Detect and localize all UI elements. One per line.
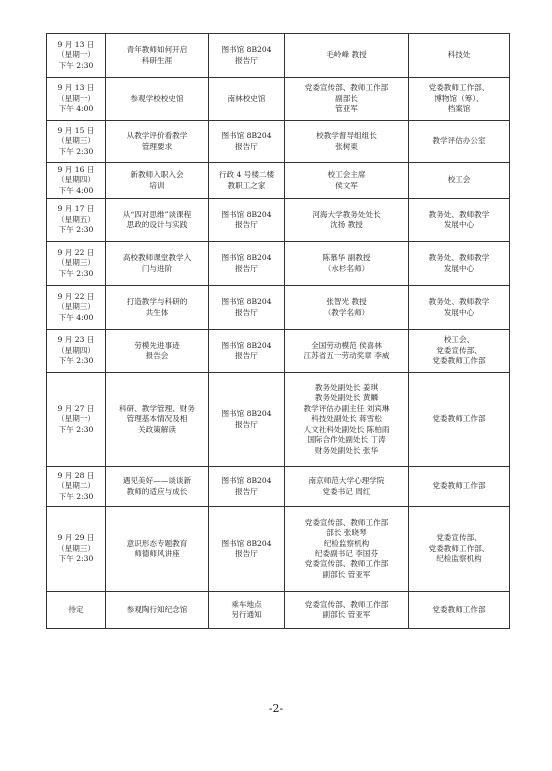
topic-cell xyxy=(106,330,209,373)
time-cell-line: （星期三） xyxy=(57,543,95,553)
topic-cell-line: 教师的适应与成长 xyxy=(126,486,188,496)
time-cell xyxy=(47,330,106,373)
speaker-cell xyxy=(285,467,409,507)
venue-cell-line: 报告厅 xyxy=(235,307,258,317)
venue-cell-line: 行政 4 号楼二楼 xyxy=(218,170,275,180)
time-cell-line: 下午 2:30 xyxy=(58,60,94,70)
topic-cell xyxy=(106,507,209,592)
table-row xyxy=(47,373,510,467)
venue-cell-line: 报告厅 xyxy=(235,263,258,273)
venue-cell-line: 图书馆 8B204 xyxy=(221,45,272,55)
venue-cell xyxy=(209,34,285,78)
time-cell-line: 下午 2:30 xyxy=(58,356,94,366)
organizer-cell-line: 发展中心 xyxy=(443,263,475,273)
speaker-cell-line: 国际合作处副处长 丁涛 xyxy=(307,435,386,445)
table-row xyxy=(47,467,510,507)
time-cell-line: （星期五） xyxy=(57,214,95,224)
organizer-cell-line: 党委教师工作部 xyxy=(432,604,486,614)
speaker-cell-line: 副部长 管亚军 xyxy=(322,610,371,619)
table-row xyxy=(47,242,510,286)
speaker-cell-line: 教学评估办副主任 刘宾琳 xyxy=(303,403,390,413)
time-cell xyxy=(47,163,106,199)
time-cell-line: （星期三） xyxy=(57,258,95,268)
speaker-cell xyxy=(285,163,409,199)
venue-cell xyxy=(209,121,285,163)
time-cell-line: 9 月 29 日 xyxy=(57,533,95,543)
topic-cell-line: 从“四对思维”谈课程 xyxy=(122,209,192,219)
speaker-cell-line: 党委宣传部、教师工作部 xyxy=(304,83,389,93)
organizer-cell-line: 发展中心 xyxy=(443,307,475,317)
organizer-cell-line: 党委教师工作部 xyxy=(432,414,486,424)
time-cell-line: 9 月 22 日 xyxy=(57,291,95,301)
time-cell-line: 下午 4:00 xyxy=(58,104,94,114)
speaker-cell xyxy=(285,121,409,163)
speaker-cell-line: 张树東 xyxy=(335,141,358,151)
topic-cell-line: 高校教师课堂教学入 xyxy=(122,253,192,263)
speaker-cell-line: 党委宣传部、教师工作部 xyxy=(304,599,389,609)
speaker-cell-line: 科技处副处长 蒋雪松 xyxy=(311,414,382,424)
venue-cell-line: 报告厅 xyxy=(235,55,258,65)
speaker-cell-line: 人文社科处副处长 陈柏雨 xyxy=(303,424,390,434)
time-cell xyxy=(47,121,106,163)
time-cell-line: 9 月 13 日 xyxy=(57,39,95,49)
topic-cell-line: 管理基本情况及相 xyxy=(126,414,188,424)
organizer-cell-line: 党委教师工作部 xyxy=(432,481,486,491)
speaker-cell-line: （水杉名师） xyxy=(323,263,370,273)
speaker-cell xyxy=(285,373,409,467)
organizer-cell xyxy=(409,373,510,467)
time-cell-line: 9 月 15 日 xyxy=(57,125,95,135)
topic-cell-line: 打造教学与科研的 xyxy=(126,297,188,307)
topic-cell xyxy=(106,242,209,286)
organizer-cell xyxy=(409,507,510,592)
schedule-body xyxy=(47,34,510,629)
time-cell xyxy=(47,507,106,592)
venue-cell-line: 图书馆 8B204 xyxy=(221,340,272,350)
topic-cell-line: 师德师风讲座 xyxy=(134,549,180,558)
topic-cell-line: 遇见美好——谈谈新 xyxy=(122,476,192,486)
speaker-cell-line: （教学名师） xyxy=(323,307,370,317)
venue-cell xyxy=(209,242,285,286)
speaker-cell-line: 纪委副书记 李国芬 xyxy=(314,549,379,558)
table-row xyxy=(47,286,510,330)
venue-cell-line: 图书馆 8B204 xyxy=(221,297,272,307)
organizer-cell-line: 党委宣传部、 xyxy=(436,533,482,543)
venue-cell-line: 报告厅 xyxy=(235,220,258,229)
time-cell-line: （星期四） xyxy=(57,345,95,355)
speaker-cell-line: 河海大学教务处处长 xyxy=(312,209,381,219)
time-cell xyxy=(47,592,106,629)
venue-cell-line: 图书馆 8B204 xyxy=(221,409,272,419)
topic-cell xyxy=(106,199,209,242)
topic-cell-line: 科研、教学管理、财务 xyxy=(119,403,195,413)
time-cell-line: 9 月 23 日 xyxy=(57,335,95,345)
venue-cell-line: 图书馆 8B204 xyxy=(221,538,272,548)
venue-cell xyxy=(209,163,285,199)
organizer-cell-line: 党委教师工作部 xyxy=(432,356,486,366)
organizer-cell-line: 科技处 xyxy=(447,50,471,60)
speaker-cell-line: 江苏省五一劳动奖章 李威 xyxy=(303,351,390,360)
speaker-cell-line: 财务处副处长 张华 xyxy=(314,445,379,455)
organizer-cell-line: 校工会 xyxy=(447,175,471,185)
topic-cell xyxy=(106,163,209,199)
topic-cell-line: 门与进阶 xyxy=(141,263,173,273)
topic-cell-line: 关政策解读 xyxy=(138,424,176,434)
table-row xyxy=(47,330,510,373)
venue-cell-line: 乘车地点 xyxy=(231,599,262,609)
speaker-cell-line: 管亚军 xyxy=(335,104,358,114)
time-cell xyxy=(47,286,106,330)
speaker-cell xyxy=(285,34,409,78)
time-cell-line: 下午 2:30 xyxy=(58,424,94,434)
time-cell-line: （星期四） xyxy=(57,175,95,185)
venue-cell xyxy=(209,467,285,507)
venue-cell-line: 报告厅 xyxy=(235,419,258,429)
topic-cell-line: 管理要求 xyxy=(141,141,173,151)
table-row xyxy=(47,78,510,121)
time-cell-line: 下午 4:00 xyxy=(58,185,94,195)
time-cell xyxy=(47,78,106,121)
table-row xyxy=(47,163,510,199)
time-cell-line: 9 月 17 日 xyxy=(57,204,95,214)
speaker-cell-line: 教务处副处长 姜琪 xyxy=(314,383,379,393)
speaker-cell-line: 南京师范大学心理学院 xyxy=(308,476,385,486)
venue-cell-line: 图书馆 8B204 xyxy=(221,253,272,263)
time-cell-line: （星期二） xyxy=(57,481,95,491)
time-cell-line: （星期三） xyxy=(57,302,95,312)
topic-cell xyxy=(106,373,209,467)
time-cell xyxy=(47,373,106,467)
topic-cell-line: 培训 xyxy=(149,180,165,190)
time-cell xyxy=(47,199,106,242)
speaker-cell xyxy=(285,330,409,373)
table-row xyxy=(47,34,510,78)
speaker-cell xyxy=(285,592,409,629)
time-cell-line: 9 月 27 日 xyxy=(57,403,95,413)
venue-cell-line: 教职工之家 xyxy=(227,180,266,190)
organizer-cell xyxy=(409,34,510,78)
time-cell-line: （星期一） xyxy=(57,50,95,60)
speaker-cell-line: 沈扬 教授 xyxy=(330,220,363,229)
time-cell-line: 下午 2:30 xyxy=(58,554,94,564)
speaker-cell-line: 校工会主席 xyxy=(327,170,366,180)
speaker-cell-line: 党委书记 周红 xyxy=(322,486,371,496)
organizer-cell-line: 博物馆（筹）、 xyxy=(434,93,484,103)
time-cell xyxy=(47,467,106,507)
time-cell-line: 9 月 22 日 xyxy=(57,247,95,257)
table-row xyxy=(47,199,510,242)
topic-cell-line: 意识形态专题教育 xyxy=(126,538,188,548)
organizer-cell xyxy=(409,467,510,507)
time-cell xyxy=(47,34,106,78)
topic-cell-line: 青年教师如何开启 xyxy=(126,45,188,55)
time-cell-line: 待定 xyxy=(68,604,84,614)
time-cell-line: （星期三） xyxy=(57,136,95,146)
venue-cell-line: 另行通知 xyxy=(231,610,262,619)
topic-cell-line: 共生体 xyxy=(145,307,169,317)
topic-cell-line: 劳模先进事迹 xyxy=(134,340,180,350)
venue-cell-line: 报告厅 xyxy=(235,351,258,360)
venue-cell-line: 图书馆 8B204 xyxy=(221,131,272,141)
organizer-cell-line: 教务处、教师教学 xyxy=(428,253,490,263)
topic-cell xyxy=(106,592,209,629)
speaker-cell-line: 党委宣传部、教师工作部 xyxy=(304,559,389,569)
topic-cell-line: 参观陶行知纪念馆 xyxy=(126,604,188,614)
speaker-cell xyxy=(285,242,409,286)
organizer-cell-line: 党委教师工作部、 xyxy=(428,543,490,553)
topic-cell-line: 新教师入职入会 xyxy=(130,170,184,180)
speaker-cell-line: 部长 张晓琴 xyxy=(326,528,367,538)
speaker-cell-line: 校教学督导组组长 xyxy=(316,131,377,141)
venue-cell xyxy=(209,373,285,467)
venue-cell xyxy=(209,330,285,373)
topic-cell xyxy=(106,121,209,163)
time-cell-line: 下午 2:30 xyxy=(58,491,94,501)
topic-cell-line: 思政的设计与实践 xyxy=(126,220,188,229)
speaker-cell-line: 陈慕华 副教授 xyxy=(322,253,371,263)
speaker-cell-line: 党委宣传部、教师工作部 xyxy=(304,517,389,527)
venue-cell-line: 报告厅 xyxy=(235,486,258,496)
organizer-cell-line: 教务处、教师教学 xyxy=(428,209,490,219)
time-cell-line: 下午 4:00 xyxy=(58,312,94,322)
venue-cell xyxy=(209,286,285,330)
organizer-cell-line: 纪检监察机构 xyxy=(436,554,482,564)
topic-cell xyxy=(106,34,209,78)
time-cell-line: 9 月 28 日 xyxy=(57,470,95,480)
schedule-table xyxy=(46,33,510,629)
speaker-cell xyxy=(285,199,409,242)
time-cell-line: （星期一） xyxy=(57,93,95,103)
topic-cell xyxy=(106,78,209,121)
organizer-cell-line: 教务处、教师教学 xyxy=(428,297,490,307)
organizer-cell xyxy=(409,286,510,330)
organizer-cell xyxy=(409,121,510,163)
organizer-cell-line: 发展中心 xyxy=(443,220,475,229)
table-row xyxy=(47,507,510,592)
time-cell xyxy=(47,242,106,286)
speaker-cell-line: 张智光 教授 xyxy=(326,297,367,307)
speaker-cell-line: 全国劳动模范 侯喜林 xyxy=(311,340,382,350)
speaker-cell-line: 副部长 xyxy=(335,93,358,103)
venue-cell xyxy=(209,78,285,121)
speaker-cell xyxy=(285,286,409,330)
topic-cell-line: 参观学校校史馆 xyxy=(130,93,184,103)
topic-cell-line: 报告会 xyxy=(145,351,169,360)
topic-cell xyxy=(106,467,209,507)
organizer-cell xyxy=(409,330,510,373)
page-number: -2- xyxy=(268,702,284,715)
organizer-cell xyxy=(409,592,510,629)
speaker-cell-line: 毛岭峰 教授 xyxy=(326,50,367,60)
venue-cell-line: 图书馆 8B204 xyxy=(221,209,272,219)
speaker-cell-line: 纪检监察机构 xyxy=(323,538,370,548)
organizer-cell xyxy=(409,199,510,242)
organizer-cell-line: 档案馆 xyxy=(447,104,471,114)
table-row xyxy=(47,121,510,163)
topic-cell xyxy=(106,286,209,330)
topic-cell-line: 科研生涯 xyxy=(141,55,173,65)
time-cell-line: 9 月 13 日 xyxy=(57,83,95,93)
time-cell-line: （星期一） xyxy=(57,414,95,424)
organizer-cell-line: 党委教师工作部、 xyxy=(428,83,490,93)
organizer-cell-line: 教学评估办公室 xyxy=(432,136,486,146)
speaker-cell-line: 副部长 管亚军 xyxy=(322,569,371,579)
speaker-cell-line: 侯文军 xyxy=(335,180,358,190)
venue-cell xyxy=(209,592,285,629)
venue-cell-line: 报告厅 xyxy=(235,141,258,151)
venue-cell-line: 南林校史馆 xyxy=(227,93,266,103)
organizer-cell xyxy=(409,242,510,286)
venue-cell-line: 图书馆 8B204 xyxy=(221,476,272,486)
venue-cell xyxy=(209,507,285,592)
speaker-cell xyxy=(285,507,409,592)
speaker-cell-line: 教务处副处长 黄麟 xyxy=(314,393,379,403)
speaker-cell xyxy=(285,78,409,121)
organizer-cell-line: 党委宣传部、 xyxy=(436,345,482,355)
time-cell-line: 下午 2:30 xyxy=(58,225,94,235)
table-row xyxy=(47,592,510,629)
venue-cell-line: 报告厅 xyxy=(235,549,258,558)
venue-cell xyxy=(209,199,285,242)
time-cell-line: 下午 2:30 xyxy=(58,268,94,278)
time-cell-line: 9 月 16 日 xyxy=(57,164,95,174)
organizer-cell-line: 校工会、 xyxy=(443,335,475,345)
topic-cell-line: 从教学评价看教学 xyxy=(126,131,188,141)
organizer-cell xyxy=(409,163,510,199)
time-cell-line: 下午 2:30 xyxy=(58,146,94,156)
organizer-cell xyxy=(409,78,510,121)
